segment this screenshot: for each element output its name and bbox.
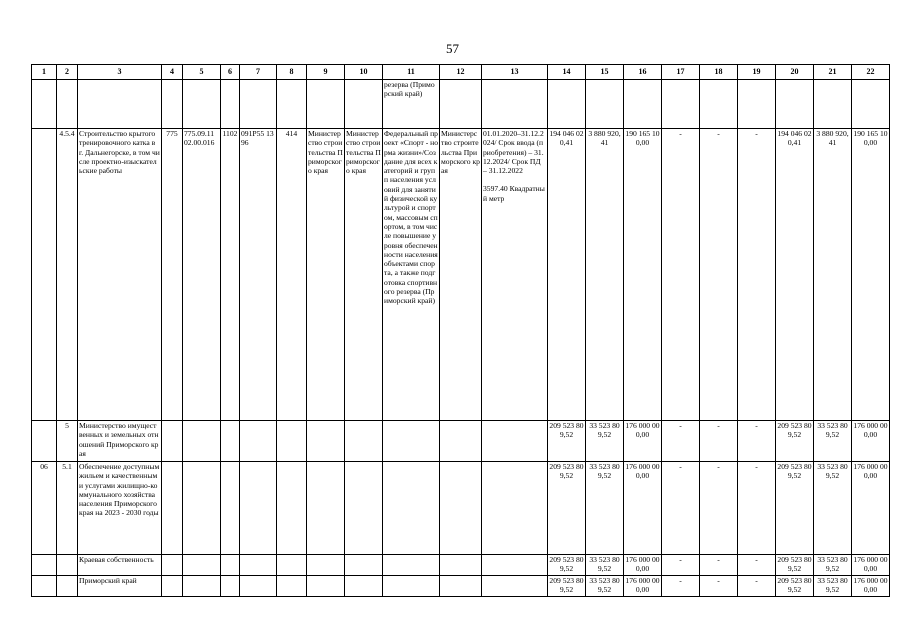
table-cell-col-1 [32,555,57,576]
table-cell-col-18: - [700,576,738,597]
table-cell-col-20: 209 523 809,52 [776,421,814,462]
table-cell-col-16: 190 165 100,00 [624,129,662,421]
table-cell-col-12 [440,462,482,555]
table-cell-col-16: 176 000 000,00 [624,421,662,462]
table-cell-col-16: 176 000 000,00 [624,576,662,597]
header-cell: 14 [548,65,586,80]
cell-period: 01.01.2020–31.12.2024/ Срок ввода (приобретения) – 31.12.2024/ Срок ПД – 31.12.2022 [483,129,544,176]
table-cell-col-8 [277,576,307,597]
page-number: 57 [446,41,459,56]
table-cell-col-20: 209 523 809,52 [776,462,814,555]
table-cell-col-14 [548,80,586,129]
table-cell-col-6 [221,462,240,555]
table-cell-col-9 [307,421,345,462]
table-cell-col-15: 3 880 920,41 [586,129,624,421]
table-cell-col-2 [57,80,78,129]
table-row [32,80,890,129]
table-cell-col-21: 3 880 920,41 [814,129,852,421]
table-cell-col-19 [738,80,776,129]
header-cell: 8 [277,65,307,80]
table-cell-col-4: 775 [162,129,183,421]
table-cell-col-14: 209 523 809,52 [548,462,586,555]
table-cell-col-10: Министерство строительства Приморского края [345,129,383,421]
table-cell-col-1 [32,129,57,421]
table-cell-col-8 [277,462,307,555]
table-cell-col-19: - [738,462,776,555]
table-cell-col-9: Министерство строительства Приморского края [307,129,345,421]
table-cell-col-7 [240,462,277,555]
table-cell-col-4 [162,462,183,555]
table-cell-col-5 [183,80,221,129]
table-row [32,576,890,597]
header-cell: 12 [440,65,482,80]
table-cell-col-10 [345,555,383,576]
table-cell-col-17: - [662,555,700,576]
table-cell-col-14: 194 046 020,41 [548,129,586,421]
table-row [32,462,890,555]
table-cell-col-15: 33 523 809,52 [586,576,624,597]
table-cell-col-3: Министерство имущественных и земельных отношений Приморского края [78,421,162,462]
table-cell-col-7 [240,576,277,597]
table-cell-col-15 [586,80,624,129]
table-cell-col-12 [440,555,482,576]
table-cell-col-1 [32,421,57,462]
table-cell-col-16 [624,80,662,129]
header-cell: 11 [383,65,440,80]
table-cell-col-8: 414 [277,129,307,421]
table-cell-col-19: - [738,576,776,597]
table-cell-col-15: 33 523 809,52 [586,462,624,555]
table-row [32,129,890,421]
table-cell-col-10 [345,462,383,555]
table-row [32,555,890,576]
header-cell: 9 [307,65,345,80]
table-cell-col-3: Обеспечение доступным жильем и качественными услугами жилищно-коммунального хозяйства населения Приморского края на 2023 - 2030 годы [78,462,162,555]
table-cell-col-18 [700,80,738,129]
header-cell: 22 [852,65,890,80]
table-cell-col-12: Министерство строительства Приморского края [440,129,482,421]
table-cell-col-4 [162,80,183,129]
table-cell-col-11 [383,576,440,597]
table-cell-col-2 [57,555,78,576]
table-cell-col-3: Краевая собственность [78,555,162,576]
table-cell-col-10 [345,421,383,462]
budget-table [31,64,890,597]
table-cell-col-22: 176 000 000,00 [852,421,890,462]
table-cell-col-7: 091P55 1396 [240,129,277,421]
header-cell: 18 [700,65,738,80]
table-cell-col-21: 33 523 809,52 [814,555,852,576]
table-cell-col-8 [277,555,307,576]
table-cell-col-9 [307,555,345,576]
table-cell-col-16: 176 000 000,00 [624,555,662,576]
header-cell: 17 [662,65,700,80]
table-cell-col-11 [383,555,440,576]
table-cell-col-7 [240,80,277,129]
table-cell-col-19: - [738,421,776,462]
table-cell-col-11: Федеральный проект «Спорт - норма жизни»/Создание для всех категорий и групп населения условий для занятий физической культурой и спортом, массовым спортом, в том числе повышение уровня обеспеченности населения объектами спорта, а также подготовка спортивного резерва (Приморский край) [383,129,440,421]
header-cell: 1 [32,65,57,80]
table-cell-col-6 [221,421,240,462]
table-row [32,421,890,462]
table-cell-col-5: 775.09.11 02.00.016 [183,129,221,421]
table-cell-col-3: Строительство крытого тренировочного катка в г. Дальнегорске, в том числе проектно-изыскательские работы [78,129,162,421]
cell-capacity: 3597.40 Квадратный метр [483,184,545,203]
table-cell-col-18: - [700,555,738,576]
header-cell: 10 [345,65,383,80]
table-cell-col-14: 209 523 809,52 [548,555,586,576]
table-cell-col-3 [78,80,162,129]
header-cell: 19 [738,65,776,80]
table-cell-col-18: - [700,462,738,555]
header-cell: 3 [78,65,162,80]
table-cell-col-15: 33 523 809,52 [586,555,624,576]
table-cell-col-6: 1102 [221,129,240,421]
table-cell-col-5 [183,576,221,597]
table-cell-col-22: 176 000 000,00 [852,576,890,597]
table-cell-col-17: - [662,421,700,462]
table-cell-col-22: 176 000 000,00 [852,462,890,555]
table-cell-col-1: 06 [32,462,57,555]
table-cell-col-13 [482,462,548,555]
table-cell-col-4 [162,576,183,597]
table-cell-col-7 [240,555,277,576]
header-cell: 20 [776,65,814,80]
table-cell-col-1 [32,576,57,597]
table-cell-col-4 [162,421,183,462]
table-cell-col-3: Приморский край [78,576,162,597]
table-cell-col-17: - [662,462,700,555]
table-cell-col-9 [307,462,345,555]
table-cell-col-21: 33 523 809,52 [814,421,852,462]
table-cell-col-13 [482,576,548,597]
table-cell-col-10 [345,576,383,597]
table-cell-col-11: резерва (Приморский край) [383,80,440,129]
table-cell-col-20: 209 523 809,52 [776,576,814,597]
table-cell-col-21 [814,80,852,129]
table-cell-col-18: - [700,421,738,462]
table-cell-col-22: 190 165 100,00 [852,129,890,421]
header-cell: 2 [57,65,78,80]
table-cell-col-22 [852,80,890,129]
table-cell-col-11 [383,421,440,462]
table-cell-col-12 [440,80,482,129]
table-cell-col-17: - [662,129,700,421]
table-cell-col-12 [440,576,482,597]
header-cell: 15 [586,65,624,80]
table-cell-col-6 [221,80,240,129]
table-cell-col-17 [662,80,700,129]
header-row [32,65,890,80]
table-cell-col-19: - [738,555,776,576]
header-cell: 7 [240,65,277,80]
table-cell-col-14: 209 523 809,52 [548,421,586,462]
table-cell-col-20 [776,80,814,129]
header-cell: 21 [814,65,852,80]
table-cell-col-8 [277,80,307,129]
table-cell-col-17: - [662,576,700,597]
table-cell-col-5 [183,462,221,555]
header-cell: 16 [624,65,662,80]
table-cell-col-13 [482,80,548,129]
table-cell-col-20: 194 046 020,41 [776,129,814,421]
table-cell-col-10 [345,80,383,129]
table-cell-col-12 [440,421,482,462]
table-cell-col-22: 176 000 000,00 [852,555,890,576]
table-cell-col-6 [221,555,240,576]
table-cell-col-6 [221,576,240,597]
table-cell-col-20: 209 523 809,52 [776,555,814,576]
table-cell-col-1 [32,80,57,129]
table-cell-col-16: 176 000 000,00 [624,462,662,555]
table-cell-col-13 [482,555,548,576]
table-cell-col-13 [482,421,548,462]
table-cell-col-2 [57,576,78,597]
table-cell-col-9 [307,80,345,129]
table-cell-col-11 [383,462,440,555]
table-cell-col-5 [183,555,221,576]
table-cell-col-2: 5.1 [57,462,78,555]
header-cell: 5 [183,65,221,80]
table-cell-col-21: 33 523 809,52 [814,576,852,597]
table-cell-col-8 [277,421,307,462]
table-cell-col-13 [482,129,548,421]
header-cell: 4 [162,65,183,80]
table-cell-col-15: 33 523 809,52 [586,421,624,462]
table-cell-col-7 [240,421,277,462]
table-cell-col-4 [162,555,183,576]
header-cell: 6 [221,65,240,80]
table-cell-col-2: 5 [57,421,78,462]
table-cell-col-14: 209 523 809,52 [548,576,586,597]
table-cell-col-21: 33 523 809,52 [814,462,852,555]
table-cell-col-9 [307,576,345,597]
table-cell-col-5 [183,421,221,462]
table-cell-col-2: 4.5.4 [57,129,78,421]
table-cell-col-19: - [738,129,776,421]
table-cell-col-18: - [700,129,738,421]
header-cell: 13 [482,65,548,80]
